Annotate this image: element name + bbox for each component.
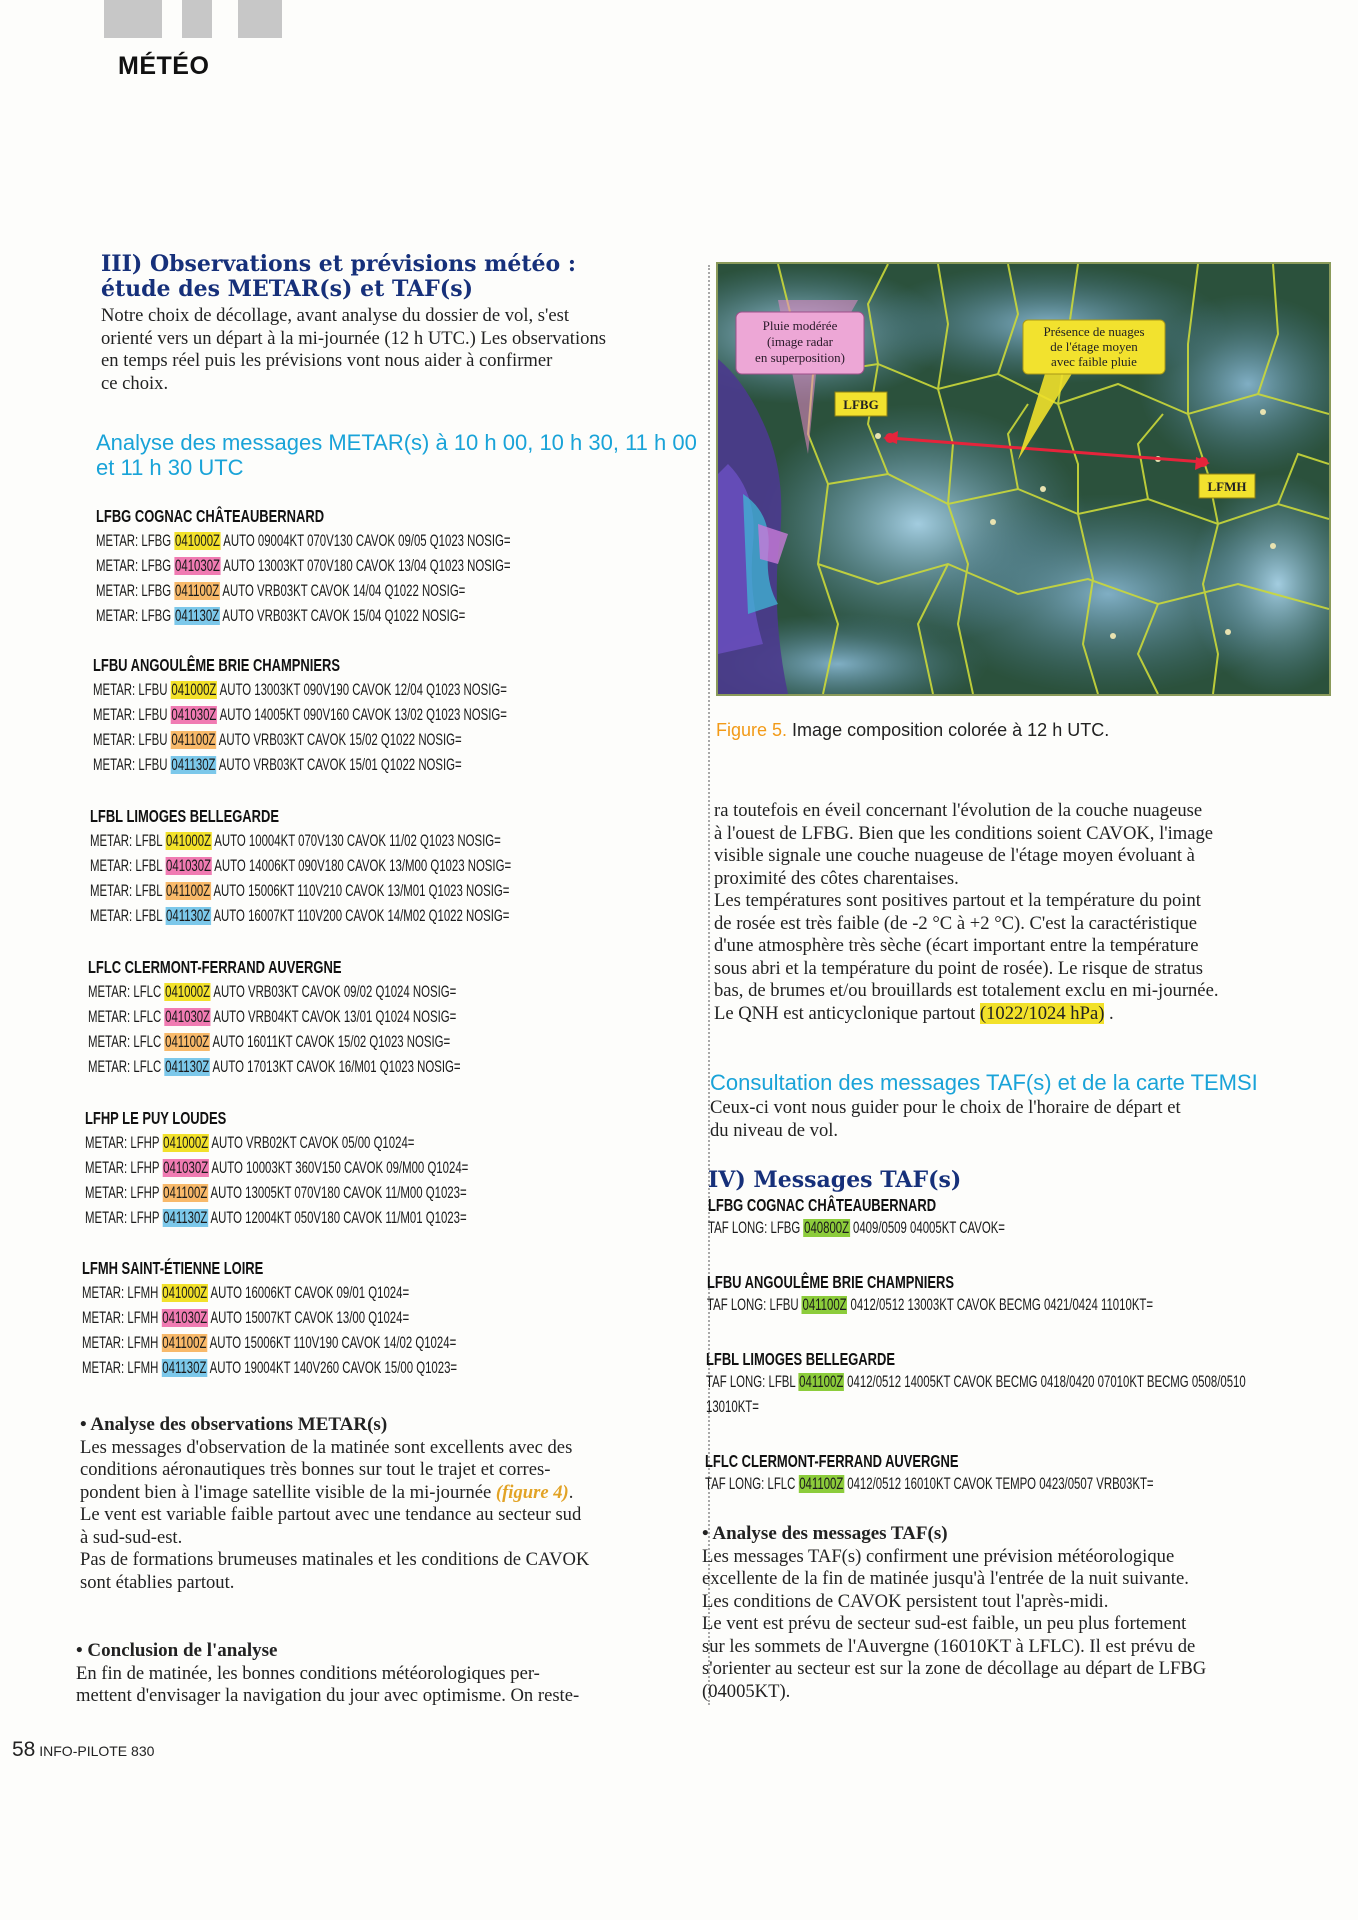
taf-group-lfbu (707, 1272, 1344, 1318)
cloud-callout-text: avec faible pluie (1051, 354, 1137, 369)
metar-prefix: METAR: LFMH (82, 1284, 162, 1302)
metar-time-highlight: 041030Z (175, 557, 221, 575)
taf-lines (708, 1216, 1005, 1241)
taf-body: 0412/0512 13003KT CAVOK BECMG 0421/0424 11010KT= (847, 1296, 1154, 1314)
metar-line (96, 579, 511, 604)
figure-reference: (figure 4) (495, 1481, 569, 1503)
metar-prefix: METAR: LFBL (90, 907, 166, 925)
text-line (80, 1482, 700, 1505)
metar-heading-line: et 11 h 30 UTC (96, 455, 244, 480)
metar-line (82, 1306, 457, 1331)
satellite-image-figure (716, 262, 1331, 696)
metar-prefix: METAR: LFMH (82, 1309, 162, 1327)
metar-prefix: METAR: LFBL (90, 857, 166, 875)
metar-group-lfbl (90, 806, 692, 929)
taf-group-lflc (705, 1451, 1346, 1497)
cloud-callout-text: de l'étage moyen (1050, 339, 1138, 354)
metar-line (90, 829, 511, 854)
metar-body: AUTO 15006KT 110V210 CAVOK 13/M01 Q1023 NOSIG= (210, 882, 510, 900)
text-line: sur les sommets de l'Auvergne (16010KT à LFLC). Il est prévu de (702, 1635, 1196, 1657)
station-name: LFLC CLERMONT-FERRAND AUVERGNE (705, 1451, 959, 1471)
rain-callout-text: Pluie modérée (762, 318, 838, 333)
metar-body: AUTO 17013KT CAVOK 16/M01 Q1023 NOSIG= (209, 1058, 461, 1076)
metar-line (88, 1055, 461, 1080)
lfbg-marker (885, 433, 895, 443)
section-tag: MÉTÉO (118, 52, 210, 80)
text-line: Le vent est prévu de secteur sud-est faible, un peu plus fortement (702, 1613, 1187, 1634)
page-footer (12, 1738, 154, 1762)
metar-time-highlight: 041130Z (175, 607, 220, 625)
metar-time-highlight: 041030Z (163, 1159, 209, 1177)
station-name: LFBG COGNAC CHÂTEAUBERNARD (708, 1195, 937, 1215)
metar-body: AUTO VRB03KT CAVOK 14/04 Q1022 NOSIG= (219, 582, 466, 600)
metar-prefix: METAR: LFHP (85, 1184, 163, 1202)
text-line: ra toutefois en éveil concernant l'évolution de la couche nuageuse (714, 800, 1203, 821)
text-line: Notre choix de décollage, avant analyse du dossier de vol, s'est (101, 305, 570, 326)
metar-prefix: METAR: LFBU (93, 731, 171, 749)
text-line: d'une atmosphère très sèche (écart important entre la température (714, 935, 1199, 956)
metar-time-highlight: 041100Z (162, 1334, 207, 1352)
metar-time-highlight: 041130Z (162, 1359, 207, 1377)
metar-time-highlight: 041130Z (166, 907, 211, 925)
metar-prefix: METAR: LFBU (93, 681, 171, 699)
metar-body: AUTO VRB03KT CAVOK 15/02 Q1022 NOSIG= (216, 731, 462, 749)
metar-time-highlight: 041000Z (175, 532, 221, 550)
metar-time-highlight: 041030Z (166, 857, 212, 875)
taf-body: 0409/0509 04005KT CAVOK= (849, 1219, 1005, 1237)
rain-callout-text: en superposition) (755, 350, 845, 365)
text-line: Le vent est variable faible partout avec une tendance au secteur sud (80, 1504, 582, 1525)
metar-prefix: METAR: LFLC (88, 1008, 165, 1026)
text-line: Les conditions de CAVOK persistent tout l'après-midi. (702, 1590, 1109, 1612)
metar-group-lfmh (82, 1258, 618, 1381)
text-line: orienté vers un départ à la mi-journée (12 h UTC.) Les observations (101, 327, 606, 349)
taf-lines (705, 1472, 1154, 1497)
metar-prefix: METAR: LFBL (90, 882, 166, 900)
text-line: à sud-sud-est. (80, 1526, 183, 1548)
metar-time-highlight: 041030Z (165, 1008, 211, 1026)
metar-line (85, 1206, 468, 1231)
taf-body: 13010KT= (706, 1398, 759, 1416)
text-line (714, 1003, 1334, 1026)
metar-group-lfhp (85, 1108, 633, 1231)
metar-body: AUTO 14006KT 090V180 CAVOK 13/M00 Q1023 NOSIG= (211, 857, 512, 875)
metar-line (85, 1156, 468, 1181)
text-line: En fin de matinée, les bonnes conditions météorologiques per- (76, 1662, 540, 1684)
text-line: excellente de la fin de matinée jusqu'à l'entrée de la nuit suivante. (702, 1568, 1189, 1589)
metar-line (90, 879, 511, 904)
section-3-title-line: III) Observations et prévisions météo : (101, 251, 577, 277)
metar-prefix: METAR: LFBG (96, 532, 175, 550)
taf-prefix: TAF LONG: LFLC (705, 1475, 799, 1493)
metar-prefix: METAR: LFBL (90, 832, 166, 850)
page-number: 58 (12, 1738, 36, 1761)
metar-body: AUTO 16006KT CAVOK 09/01 Q1024= (207, 1284, 410, 1302)
lfbg-label: LFBG (843, 397, 879, 412)
metar-time-highlight: 041130Z (171, 756, 216, 774)
station-name: LFHP LE PUY LOUDES (85, 1108, 227, 1128)
metar-body: AUTO VRB04KT CAVOK 13/01 Q1024 NOSIG= (210, 1008, 457, 1026)
station-name: LFBU ANGOULÊME BRIE CHAMPNIERS (93, 655, 341, 675)
metar-prefix: METAR: LFMH (82, 1334, 162, 1352)
figure-number: Figure 5. (716, 720, 788, 740)
obs-analysis (80, 1414, 700, 1594)
station-name: LFLC CLERMONT-FERRAND AUVERGNE (88, 957, 342, 977)
text-fragment: pondent bien à l'image satellite visible de la mi-journée (80, 1481, 496, 1503)
header-decoration (238, 0, 282, 38)
header-decoration (182, 0, 212, 38)
station-name: LFBL LIMOGES BELLEGARDE (90, 806, 279, 826)
text-fragment: . (1104, 1002, 1114, 1024)
metar-body: AUTO 15007KT CAVOK 13/00 Q1024= (207, 1309, 410, 1327)
station-name: LFBG COGNAC CHÂTEAUBERNARD (96, 506, 325, 526)
metar-time-highlight: 041000Z (163, 1134, 209, 1152)
metar-body: AUTO VRB03KT CAVOK 09/02 Q1024 NOSIG= (210, 983, 457, 1001)
taf-body: 0412/0512 14005KT CAVOK BECMG 0418/0420 07010KT BECMG 0508/0510 (844, 1373, 1246, 1391)
taf-group-lfbg (708, 1195, 1132, 1241)
text-line: Pas de formations brumeuses matinales et les conditions de CAVOK (80, 1549, 590, 1570)
metar-body: AUTO 09004KT 070V130 CAVOK 09/05 Q1023 NOSIG= (220, 532, 511, 550)
text-line: mettent d'envisager la navigation du jour avec optimisme. On reste- (76, 1685, 580, 1706)
taf-prefix: TAF LONG: LFBG (708, 1219, 804, 1237)
intro-paragraph (101, 305, 696, 395)
station-name: LFBL LIMOGES BELLEGARDE (706, 1349, 895, 1369)
metar-lines (85, 1131, 468, 1231)
text-line: visible signale une couche nuageuse de l'étage moyen évoluant à (714, 845, 1195, 866)
metar-prefix: METAR: LFHP (85, 1159, 163, 1177)
metar-time-highlight: 041100Z (165, 1033, 210, 1051)
figure-caption-text: Image composition colorée à 12 h UTC. (787, 720, 1110, 740)
paragraph-title: • Analyse des observations METAR(s) (80, 1414, 388, 1435)
metar-line (93, 728, 507, 753)
metar-body: AUTO 10003KT 360V150 CAVOK 09/M00 Q1024= (208, 1159, 469, 1177)
metar-line (82, 1356, 457, 1381)
metar-prefix: METAR: LFHP (85, 1134, 163, 1152)
metar-body: AUTO 13003KT 090V190 CAVOK 12/04 Q1023 NOSIG= (217, 681, 507, 699)
metar-heading-line: Analyse des messages METAR(s) à 10 h 00, 10 h 30, 11 h 00 (96, 430, 697, 455)
section-3-title (101, 252, 576, 302)
station-name: LFMH SAINT-ÉTIENNE LOIRE (82, 1258, 264, 1278)
taf-line (706, 1370, 1246, 1395)
section-4-title: IV) Messages TAF(s) (708, 1167, 962, 1193)
taf-consult-paragraph (710, 1097, 1330, 1142)
metar-time-highlight: 041130Z (165, 1058, 210, 1076)
metar-body: AUTO 19004KT 140V260 CAVOK 15/00 Q1023= (207, 1359, 458, 1377)
text-line: (04005KT). (702, 1680, 791, 1702)
text-line: proximité des côtes charentaises. (714, 867, 959, 889)
text-line: Les messages d'observation de la matinée sont excellents avec des (80, 1436, 573, 1458)
text-line: du niveau de vol. (710, 1119, 839, 1141)
cloud-callout-text: Présence de nuages (1043, 324, 1145, 339)
metar-time-highlight: 041030Z (171, 706, 217, 724)
text-line: Les messages TAF(s) confirment une prévision météorologique (702, 1545, 1175, 1567)
metar-time-highlight: 041100Z (171, 731, 216, 749)
metar-heading (96, 430, 697, 480)
metar-body: AUTO 13005KT 070V180 CAVOK 11/M00 Q1023= (208, 1184, 467, 1202)
metar-prefix: METAR: LFHP (85, 1209, 163, 1227)
metar-line (88, 980, 461, 1005)
metar-body: AUTO VRB03KT CAVOK 15/01 Q1022 NOSIG= (216, 756, 462, 774)
metar-prefix: METAR: LFLC (88, 1033, 165, 1051)
text-line: en temps réel puis les prévisions vont nous aider à confirmer (101, 350, 553, 371)
metar-prefix: METAR: LFBG (96, 582, 175, 600)
metar-body: AUTO 10004KT 070V130 CAVOK 11/02 Q1023 NOSIG= (211, 832, 501, 850)
metar-group-lfbu (93, 655, 684, 778)
satellite-image (718, 264, 1329, 694)
metar-line (88, 1030, 461, 1055)
metar-group-lflc (88, 957, 620, 1080)
station-name: LFBU ANGOULÊME BRIE CHAMPNIERS (707, 1272, 955, 1292)
taf-time-highlight: 041100Z (802, 1296, 847, 1314)
metar-line (88, 1005, 461, 1030)
metar-body: AUTO 16011KT CAVOK 15/02 Q1023 NOSIG= (209, 1033, 451, 1051)
text-line: ce choix. (101, 372, 169, 394)
text-line: de rosée est très faible (de -2 °C à +2 °C). C'est la caractéristique (714, 912, 1198, 934)
qnh-highlight: (1022/1024 hPa) (979, 1002, 1105, 1024)
metar-lines (88, 980, 461, 1080)
metar-body: AUTO 14005KT 090V160 CAVOK 13/02 Q1023 NOSIG= (217, 706, 507, 724)
text-line: sont établies partout. (80, 1571, 235, 1593)
rain-callout-text: (image radar (766, 334, 834, 349)
taf-time-highlight: 041100Z (799, 1373, 844, 1391)
text-line: Les températures sont positives partout et la température du point (714, 890, 1201, 911)
paragraph-title: • Analyse des messages TAF(s) (702, 1523, 948, 1544)
metar-line (82, 1331, 457, 1356)
metar-prefix: METAR: LFBU (93, 756, 171, 774)
metar-line (93, 753, 507, 778)
metar-line (82, 1281, 457, 1306)
taf-lines (707, 1293, 1153, 1318)
taf-time-highlight: 040800Z (804, 1219, 850, 1237)
text-line: sous abri et la température du point de rosée). Le risque de stratus (714, 957, 1203, 979)
right-column-paragraph (714, 800, 1334, 1025)
taf-line (708, 1216, 1005, 1241)
metar-line (90, 904, 511, 929)
metar-time-highlight: 041030Z (162, 1309, 208, 1327)
taf-line (707, 1293, 1153, 1318)
metar-line (90, 854, 511, 879)
metar-time-highlight: 041000Z (165, 983, 211, 1001)
metar-lines (90, 829, 511, 929)
metar-body: AUTO 16007KT 110V200 CAVOK 14/M02 Q1022 NOSIG= (210, 907, 510, 925)
taf-body: 0412/0512 16010KT CAVOK TEMPO 0423/0507 VRB03KT= (844, 1475, 1154, 1493)
metar-prefix: METAR: LFBG (96, 607, 175, 625)
taf-consult-heading: Consultation des messages TAF(s) et de la carte TEMSI (710, 1070, 1258, 1095)
text-fragment: Le QNH est anticyclonique partout (714, 1002, 980, 1024)
taf-prefix: TAF LONG: LFBL (706, 1373, 799, 1391)
metar-time-highlight: 041000Z (162, 1284, 208, 1302)
metar-lines (93, 678, 507, 778)
metar-line (85, 1181, 468, 1206)
magazine-name: INFO-PILOTE 830 (39, 1743, 155, 1759)
metar-line (85, 1131, 468, 1156)
text-line: à l'ouest de LFBG. Bien que les conditions soient CAVOK, l'image (714, 822, 1214, 844)
paragraph-title: • Conclusion de l'analyse (76, 1640, 278, 1661)
metar-line (93, 703, 507, 728)
metar-time-highlight: 041130Z (163, 1209, 208, 1227)
metar-line (96, 529, 511, 554)
metar-prefix: METAR: LFBU (93, 706, 171, 724)
metar-time-highlight: 041100Z (175, 582, 220, 600)
metar-lines (96, 529, 511, 629)
text-line: bas, de brumes et/ou brouillards est totalement exclu en mi-journée. (714, 980, 1219, 1001)
lfmh-label: LFMH (1207, 479, 1247, 494)
metar-line (93, 678, 507, 703)
taf-group-lfbl (706, 1349, 1358, 1420)
text-line: s'orienter au secteur est sur la zone de décollage au départ de LFBG (702, 1658, 1207, 1679)
metar-line (96, 554, 511, 579)
metar-prefix: METAR: LFLC (88, 1058, 165, 1076)
section-3-title-line: étude des METAR(s) et TAF(s) (101, 276, 474, 302)
metar-prefix: METAR: LFMH (82, 1359, 162, 1377)
figure-caption (716, 720, 1109, 741)
text-fragment: . (568, 1481, 574, 1503)
metar-prefix: METAR: LFLC (88, 983, 165, 1001)
metar-time-highlight: 041100Z (163, 1184, 208, 1202)
metar-time-highlight: 041100Z (166, 882, 211, 900)
metar-line (96, 604, 511, 629)
taf-time-highlight: 041100Z (799, 1475, 844, 1493)
metar-time-highlight: 041000Z (166, 832, 212, 850)
conclusion (76, 1640, 696, 1708)
header-decoration (104, 0, 162, 38)
metar-time-highlight: 041000Z (171, 681, 217, 699)
text-line: Ceux-ci vont nous guider pour le choix de l'horaire de départ et (710, 1097, 1181, 1118)
metar-prefix: METAR: LFBG (96, 557, 175, 575)
metar-body: AUTO VRB03KT CAVOK 15/04 Q1022 NOSIG= (219, 607, 466, 625)
taf-prefix: TAF LONG: LFBU (707, 1296, 802, 1314)
taf-line (705, 1472, 1154, 1497)
metar-body: AUTO 15006KT 110V190 CAVOK 14/02 Q1024= (207, 1334, 457, 1352)
metar-body: AUTO 12004KT 050V180 CAVOK 11/M01 Q1023= (208, 1209, 467, 1227)
metar-group-lfbg (96, 506, 688, 629)
text-line: conditions aéronautiques très bonnes sur tout le trajet et corres- (80, 1459, 551, 1480)
metar-body: AUTO 13003KT 070V180 CAVOK 13/04 Q1023 NOSIG= (220, 557, 511, 575)
metar-body: AUTO VRB02KT CAVOK 05/00 Q1024= (208, 1134, 415, 1152)
lfmh-marker (1198, 457, 1208, 467)
taf-line (706, 1395, 1246, 1420)
taf-analysis (702, 1523, 1332, 1703)
metar-lines (82, 1281, 457, 1381)
taf-lines (706, 1370, 1246, 1420)
